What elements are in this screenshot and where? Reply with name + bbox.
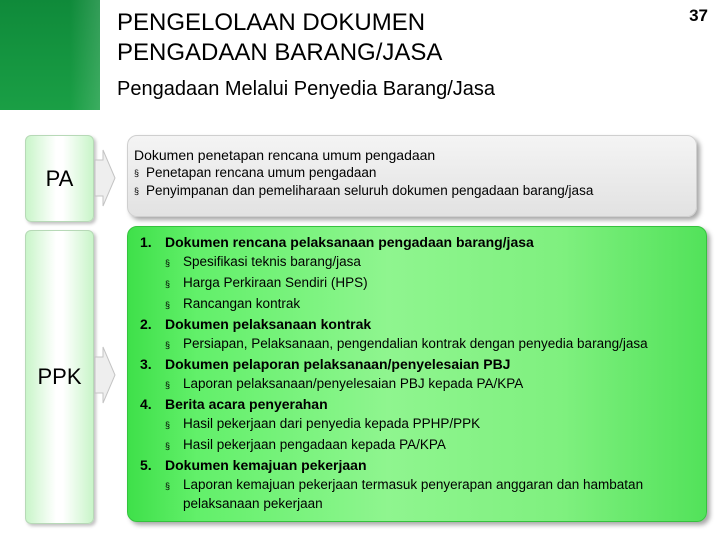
role-label-ppk: PPK [37,364,82,389]
item-label: Dokumen kemajuan pekerjaan [165,457,367,473]
bullet-icon: § [165,441,171,451]
sub-item [140,374,706,395]
ppk-item-list [140,233,706,513]
list-item [140,456,706,513]
bullet-icon: § [165,481,171,491]
item-number: 5. [140,457,152,473]
bullet-icon: § [165,420,171,430]
role-label-pa: PA [45,165,74,191]
item-number: 3. [140,356,152,372]
page-number: 37 [689,6,708,25]
sub-item [140,414,706,435]
bullet-icon: § [165,380,171,390]
item-label: Dokumen rencana pelaksanaan pengadaan barang/jasa [165,234,534,250]
item-label: Berita acara penyerahan [165,396,328,412]
item-number: 4. [140,396,152,412]
pa-panel-title: Dokumen penetapan rencana umum pengadaan [134,147,436,163]
bullet-icon: § [165,279,171,289]
sub-item [140,273,706,294]
pa-item-list [134,164,696,200]
page-subtitle: Pengadaan Melalui Penyedia Barang/Jasa [117,78,496,100]
list-item [134,182,696,200]
sub-item [140,475,706,513]
bullet-icon: § [165,258,171,268]
sub-item-text: Hasil pekerjaan pengadaan kepada PA/KPA [183,437,446,452]
item-label: Dokumen pelaporan pelaksanaan/penyelesaian PBJ [165,356,511,372]
sub-item [140,294,706,315]
sub-item-text: Rancangan kontrak [183,296,301,311]
item-label: Dokumen pelaksanaan kontrak [165,316,372,332]
sub-item-text: Laporan kemajuan pekerjaan termasuk penyerapan anggaran dan hambatan pelaksanaan pekerjaan [183,477,644,511]
list-item [134,164,696,182]
header-accent-shine [70,0,100,110]
sub-item-text: Harga Perkiraan Sendiri (HPS) [183,275,368,290]
sub-item-text: Persiapan, Pelaksanaan, pengendalian kontrak dengan penyedia barang/jasa [183,336,648,351]
item-number: 1. [140,234,152,250]
list-item [140,315,706,355]
sub-item-text: Laporan pelaksanaan/penyelesaian PBJ kepada PA/KPA [183,376,524,391]
item-number: 2. [140,316,152,332]
bullet-icon: § [134,168,140,178]
list-item-text: Penetapan rencana umum pengadaan [146,165,377,180]
header-accent-bar [0,0,100,110]
sub-item [140,435,706,456]
list-item [140,395,706,456]
arrow-right-icon [93,345,117,405]
role-box-pa [25,135,94,222]
bullet-icon: § [165,340,171,350]
sub-item-text: Hasil pekerjaan dari penyedia kepada PPHP/PPK [183,416,481,431]
arrow-right-icon [93,148,117,208]
page-title: PENGELOLAAN DOKUMEN PENGADAAN BARANG/JASA [117,9,443,66]
ppk-document-panel [127,226,707,522]
list-item [140,355,706,395]
role-box-ppk [25,230,94,524]
pa-document-panel [127,135,697,217]
bullet-icon: § [165,300,171,310]
sub-item [140,252,706,273]
list-item-text: Penyimpanan dan pemeliharaan seluruh dokumen pengadaan barang/jasa [146,183,594,198]
bullet-icon: § [134,186,140,196]
list-item [140,233,706,315]
sub-item [140,334,706,355]
sub-item-text: Spesifikasi teknis barang/jasa [183,254,361,269]
